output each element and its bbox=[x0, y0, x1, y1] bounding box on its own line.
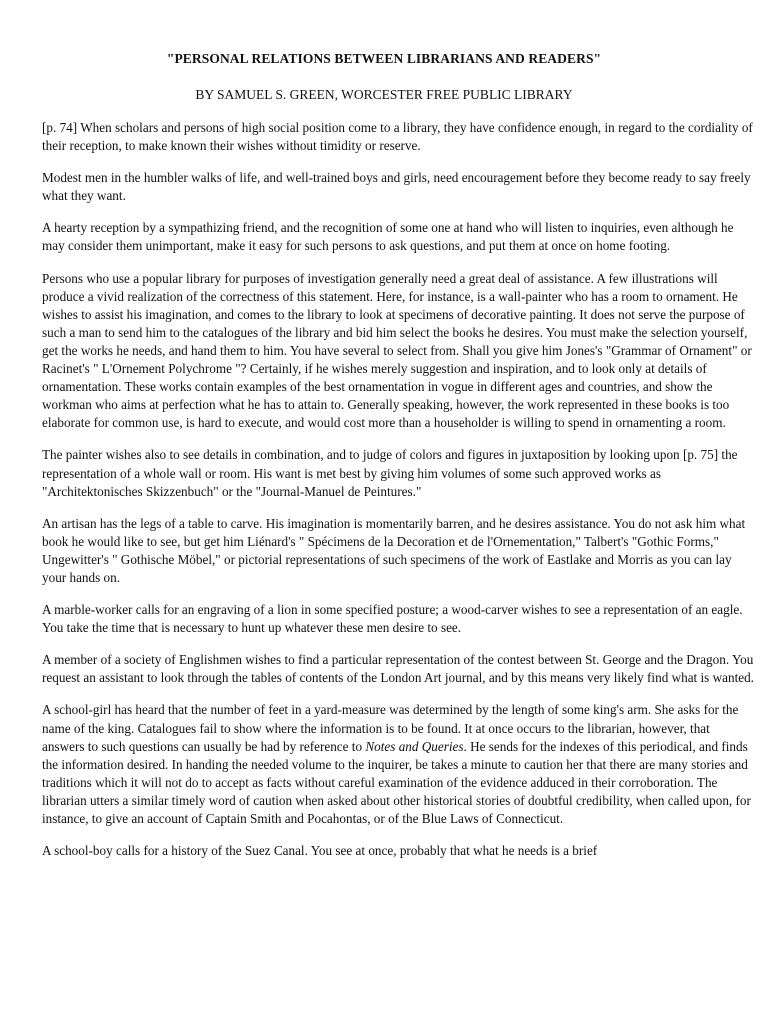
article-body bbox=[42, 119, 754, 874]
paragraph-9 bbox=[42, 701, 754, 828]
paragraph-4: Persons who use a popular library for purposes of investigation generally need a great deal of assistance. A few illustrations will produce a vivid realization of the correctness of this statement. Here, for instance, is a wall-painter who has a room to ornament. He wishes to assist his imagination, and comes to the library to look at specimens of decorative painting. It does not serve the purpose of such a man to send him to the catalogues of the library and bid him select the books he desires. You must make the selection yourself, get the works he needs, and hand them to him. You have several to select from. Shall you give him Jones's "Grammar of Ornament" or Racinet's " L'Ornement Polychrome "? Certainly, if he wishes merely suggestion and inspiration, and to look only at details of ornamentation. These works contain examples of the best ornamentation in vogue in different ages and countries, and show the workman who aims at perfection what he has to attain to. Generally speaking, however, the work represented in these books is too elaborate for common use, is hard to execute, and would cost more than a householder is willing to spend in ornamenting a room. bbox=[42, 270, 752, 431]
paragraph-8: A member of a society of Englishmen wishes to find a particular representation of the contest between St. George and the Dragon. You request an assistant to look through the tables of contents of the London Art journal, and by this means very likely find what is wanted. bbox=[42, 652, 754, 686]
paragraph-5: The painter wishes also to see details in combination, and to judge of colors and figures in juxtaposition by looking upon [p. 75] the representation of a whole wall or room. His want is met best by giving him volumes of some such approved works as "Architektonisches Skizzenbuch" or the "Journal-Manuel de Peintures." bbox=[42, 447, 738, 499]
paragraph-3: A hearty reception by a sympathizing friend, and the recognition of some one at hand who will listen to inquiries, even although he may consider them unimportant, make it easy for such persons to ask questions, and put them at once on home footing. bbox=[42, 220, 734, 254]
paragraph-9-text-start: A school-girl has heard that the number of feet in a yard-measure was determined by the length of some king's arm. She asks for the name of the king. Catalogues fail to show where the information is to be found. It at once occurs to the librarian, however, that answers to such questions can usually be had by reference to bbox=[42, 702, 739, 754]
paragraph-6: An artisan has the legs of a table to carve. His imagination is momentarily barren, and he desires assistance. You do not ask him what book he would like to see, but get him Liénard's " Spécimens de la Decoration et de l'Ornementation," Talbert's "Gothic Forms," Ungewitter's " Gothische Möbel," or pictorial representations of such specimens of the work of Eastlake and Morris as you can lay your hands on. bbox=[42, 515, 746, 585]
paragraph-9-text-end: . He sends for the indexes of this periodical, and finds the information desired. In handing the needed volume to the inquirer, be takes a minute to caution her that there are many stories and traditions which it will not do to accept as facts without careful examination of the evidence adduced in their corroboration. The librarian utters a similar timely word of caution when asked about other historical stories of doubtful credibility, when called upon, for instance, to give an account of Captain Smith and Pocahontas, or of the Blue Laws of Connecticut. bbox=[42, 738, 751, 826]
author-byline: BY SAMUEL S. GREEN, WORCESTER FREE PUBLIC LIBRARY bbox=[195, 87, 573, 102]
paragraph-7: A marble-worker calls for an engraving of a lion in some specified posture; a wood-carver wishes to see a representation of an eagle. You take the time that is necessary to hunt up whatever these men desire to see. bbox=[42, 602, 743, 636]
paragraph-1: [p. 74] When scholars and persons of high social position come to a library, they have confidence enough, in regard to the cordiality of their reception, to make known their wishes without timidity or reserve. bbox=[42, 120, 753, 154]
paragraph-10: A school-boy calls for a history of the Suez Canal. You see at once, probably that what he needs is a brief bbox=[42, 843, 598, 859]
periodical-title-italic: Notes and Queries bbox=[365, 738, 464, 754]
document-title: "PERSONAL RELATIONS BETWEEN LIBRARIANS AND READERS" bbox=[166, 51, 602, 66]
paragraph-2: Modest men in the humbler walks of life, and well-trained boys and girls, need encouragement before they become ready to say freely what they want. bbox=[42, 170, 751, 204]
